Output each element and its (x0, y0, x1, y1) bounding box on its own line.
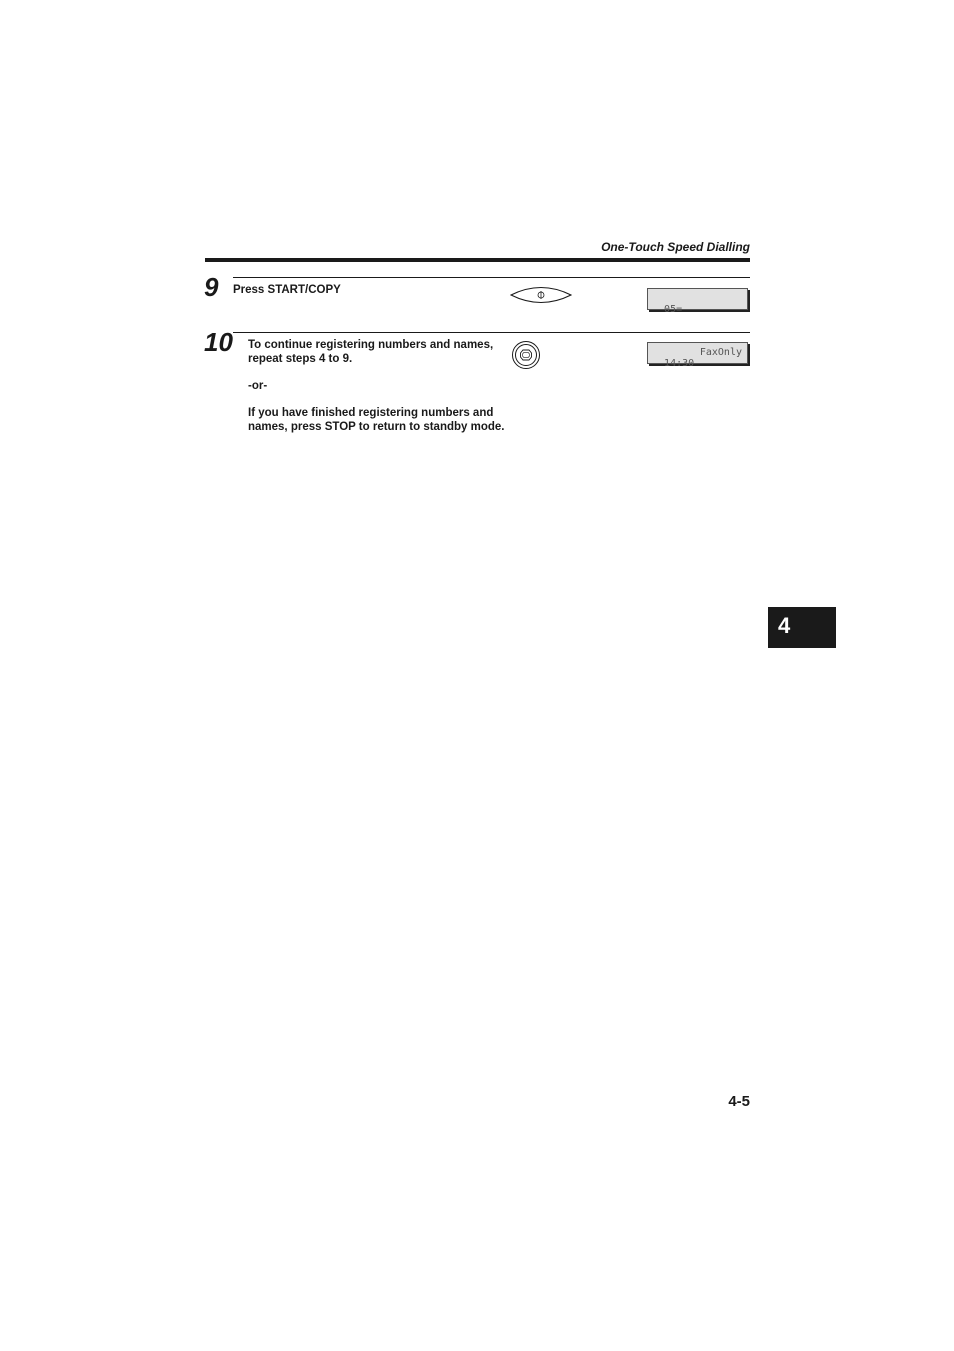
step-10-rule (233, 332, 750, 333)
lcd-left-text: 05= (664, 304, 683, 315)
page-number: 4-5 (728, 1093, 750, 1110)
step-9-number: 9 (204, 272, 219, 302)
lcd-time-text: 14:30 (664, 358, 695, 369)
section-title: One-Touch Speed Dialling (601, 240, 750, 254)
step-9-rule (233, 277, 750, 278)
step-10-number: 10 (204, 327, 233, 357)
header-rule (205, 258, 750, 262)
step-10-text (248, 339, 510, 434)
stop-button-icon (511, 340, 541, 370)
lcd-mode-text: FaxOnly (699, 347, 742, 358)
step-9-text (233, 284, 495, 298)
chapter-tab: 4 (768, 607, 836, 648)
step-9-instruction: Press START/COPY (233, 284, 341, 296)
lcd-display-step-10 (647, 342, 748, 369)
step-10-instruction-continue: To continue registering numbers and names, repeat steps 4 to 9. (248, 339, 494, 365)
start-copy-button-icon (509, 286, 573, 304)
step-10-instruction-finish: If you have finished registering numbers and names, press STOP to return to standby mode. (248, 406, 505, 433)
step-10-or: -or- (248, 379, 268, 392)
lcd-display-step-9 (647, 288, 748, 315)
